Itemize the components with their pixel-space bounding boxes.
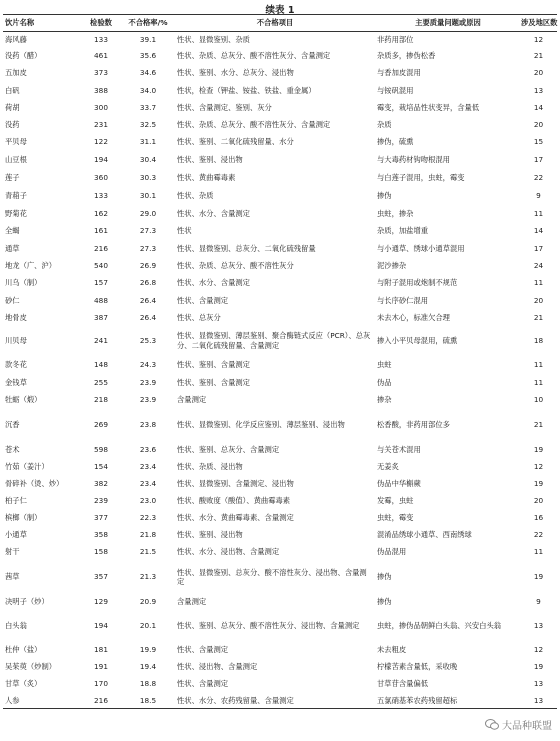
row-rate: 26.4 bbox=[139, 295, 157, 305]
row-rate: 21.5 bbox=[139, 547, 157, 557]
wechat-icon bbox=[485, 719, 499, 730]
row-items: 性状、鉴别、水分、总灰分、浸出物 bbox=[177, 68, 294, 78]
row-regions: 11 bbox=[533, 547, 544, 557]
table-row bbox=[3, 258, 557, 275]
row-count: 148 bbox=[94, 360, 108, 370]
row-rate: 26.4 bbox=[139, 312, 157, 322]
row-count: 488 bbox=[94, 295, 108, 305]
row-count: 129 bbox=[94, 597, 108, 607]
row-name: 川乌（制） bbox=[5, 278, 42, 288]
row-regions: 19 bbox=[533, 662, 544, 672]
row-items: 性状、水分、含量测定 bbox=[177, 278, 250, 288]
row-count: 357 bbox=[94, 572, 108, 582]
row-count: 255 bbox=[94, 378, 108, 388]
row-regions: 20 bbox=[533, 120, 544, 130]
row-name: 五加皮 bbox=[5, 68, 27, 78]
row-count: 191 bbox=[94, 662, 108, 672]
table-row bbox=[3, 356, 557, 375]
row-regions: 19 bbox=[533, 479, 544, 489]
row-rate: 30.1 bbox=[139, 190, 157, 200]
row-rate: 26.9 bbox=[139, 261, 157, 271]
table-row bbox=[3, 642, 557, 659]
row-rate: 19.4 bbox=[139, 662, 157, 672]
row-rate: 23.0 bbox=[139, 496, 157, 506]
row-name: 海风藤 bbox=[5, 34, 27, 44]
table-row bbox=[3, 493, 557, 510]
row-issue: 霉变，栽培品性状变异，含量低 bbox=[377, 103, 480, 113]
row-items: 性状、显微鉴别、杂质 bbox=[177, 34, 250, 44]
row-name: 小通草 bbox=[5, 530, 27, 540]
row-items: 性状、鉴别、含量测定 bbox=[177, 360, 250, 370]
row-count: 382 bbox=[94, 479, 108, 489]
row-regions: 11 bbox=[533, 278, 544, 288]
row-items: 性状、杂质、浸出物 bbox=[177, 462, 243, 472]
row-regions: 24 bbox=[533, 261, 544, 271]
row-issue: 五氯硝基苯农药残留超标 bbox=[374, 693, 520, 709]
row-name: 莲子 bbox=[5, 172, 20, 182]
row-issue: 混淆品绣球小通草、西南绣球 bbox=[377, 530, 472, 540]
row-name: 青葙子 bbox=[5, 190, 27, 200]
row-rate: 23.8 bbox=[139, 420, 157, 430]
row-items: 性状、鉴别、浸出物 bbox=[177, 154, 243, 164]
table-row bbox=[3, 134, 557, 151]
row-rate: 30.4 bbox=[139, 154, 157, 164]
row-rate: 23.9 bbox=[139, 395, 157, 405]
row-issue: 虫蛀，霉变 bbox=[377, 513, 414, 523]
table-row bbox=[3, 510, 557, 527]
row-name: 金钱草 bbox=[5, 378, 27, 388]
table-row bbox=[3, 169, 557, 187]
row-rate: 27.3 bbox=[139, 243, 157, 253]
row-count: 161 bbox=[94, 226, 108, 236]
row-count: 122 bbox=[94, 137, 108, 147]
row-items: 性状、显微鉴别、化学反应鉴别、薄层鉴别、浸出物 bbox=[177, 420, 345, 430]
row-issue: 杂质，加盐增重 bbox=[377, 226, 429, 236]
row-issue: 与铵矾混用 bbox=[377, 85, 414, 95]
row-issue: 与白莲子混用，虫蛀，霉变 bbox=[377, 172, 465, 182]
row-issue: 发霉，虫蛀 bbox=[377, 496, 414, 506]
row-name: 山豆根 bbox=[5, 154, 27, 164]
row-count: 360 bbox=[94, 172, 108, 182]
row-count: 358 bbox=[94, 530, 108, 540]
row-items: 性状、含量测定 bbox=[177, 679, 229, 689]
table-row bbox=[3, 527, 557, 544]
table-row bbox=[3, 561, 557, 594]
row-items: 性状、杂质 bbox=[177, 190, 214, 200]
row-rate: 18.8 bbox=[139, 679, 157, 689]
row-rate: 20.9 bbox=[139, 597, 157, 607]
row-issue: 虫蛀，掺伪品朝鲜白头翁、兴安白头翁 bbox=[377, 621, 502, 631]
header-issue: 主要质量问题或原因 bbox=[374, 15, 520, 32]
row-count: 241 bbox=[94, 335, 108, 345]
row-rate: 18.5 bbox=[122, 693, 174, 709]
row-regions: 17 bbox=[533, 243, 544, 253]
row-regions: 18 bbox=[533, 335, 544, 345]
row-rate: 21.3 bbox=[139, 572, 157, 582]
row-count: 216 bbox=[80, 693, 122, 709]
row-name: 平贝母 bbox=[5, 137, 27, 147]
table-row bbox=[3, 240, 557, 258]
table-row bbox=[3, 82, 557, 100]
row-count: 157 bbox=[94, 278, 108, 288]
row-regions: 15 bbox=[533, 137, 544, 147]
row-name: 茜草 bbox=[5, 572, 20, 582]
row-issue: 甘草苷含量偏低 bbox=[377, 679, 429, 689]
row-regions: 9 bbox=[536, 597, 541, 607]
row-items: 性状、水分、农药残留量、含量测定 bbox=[174, 693, 374, 709]
row-items: 性状、鉴别、总灰分、含量测定 bbox=[177, 445, 280, 455]
row-name: 竹茹（姜汁） bbox=[5, 462, 49, 472]
row-regions: 9 bbox=[536, 190, 541, 200]
row-issue: 虫蛀，掺杂 bbox=[377, 208, 414, 218]
row-items: 性状、杂质、总灰分、酸不溶性灰分、含量测定 bbox=[177, 50, 331, 60]
row-issue: 与附子混用或炮制不规范 bbox=[377, 278, 458, 288]
table-header-row bbox=[3, 15, 557, 32]
row-rate: 20.1 bbox=[139, 621, 157, 631]
row-rate: 21.8 bbox=[139, 530, 157, 540]
row-issue: 泥沙掺杂 bbox=[377, 261, 407, 271]
row-items: 性状、鉴别、含量测定 bbox=[177, 378, 250, 388]
row-regions: 21 bbox=[533, 312, 544, 322]
row-count: 239 bbox=[94, 496, 108, 506]
row-regions: 13 bbox=[533, 679, 544, 689]
row-count: 387 bbox=[94, 312, 108, 322]
row-issue: 柠檬苦素含量低，采收晚 bbox=[377, 662, 458, 672]
row-issue: 掺伪 bbox=[377, 572, 392, 582]
row-issue: 伪品混用 bbox=[377, 547, 407, 557]
row-issue: 伪品 bbox=[377, 378, 392, 388]
row-regions: 21 bbox=[533, 50, 544, 60]
table-row bbox=[3, 544, 557, 561]
row-name: 地骨皮 bbox=[5, 312, 27, 322]
row-issue: 掺伪 bbox=[377, 597, 392, 607]
row-rate: 22.3 bbox=[139, 513, 157, 523]
row-rate: 24.3 bbox=[139, 360, 157, 370]
row-regions: 21 bbox=[533, 420, 544, 430]
row-count: 598 bbox=[94, 445, 108, 455]
row-issue: 虫蛀 bbox=[377, 360, 392, 370]
row-name: 白矾 bbox=[5, 85, 20, 95]
row-regions: 17 bbox=[533, 154, 544, 164]
row-rate: 33.7 bbox=[139, 103, 157, 113]
row-name: 射干 bbox=[5, 547, 20, 557]
row-issue: 与香加皮混用 bbox=[377, 68, 421, 78]
row-issue: 与小通草、绣球小通草混用 bbox=[377, 243, 465, 253]
row-name: 砂仁 bbox=[5, 295, 20, 305]
row-issue: 非药用部位 bbox=[377, 34, 414, 44]
table-row bbox=[3, 223, 557, 240]
row-items: 性状、水分、黄曲霉毒素、含量测定 bbox=[177, 513, 294, 523]
row-rate: 35.6 bbox=[139, 50, 157, 60]
table-row bbox=[3, 151, 557, 169]
row-regions: 11 bbox=[533, 360, 544, 370]
row-issue: 与关苍术混用 bbox=[377, 445, 421, 455]
watermark-text: 大品种联盟 bbox=[502, 721, 552, 732]
table-row bbox=[3, 32, 557, 47]
table-row bbox=[3, 476, 557, 493]
header-name: 饮片名称 bbox=[3, 15, 80, 32]
row-items: 性状 bbox=[177, 226, 192, 236]
row-count: 194 bbox=[94, 621, 108, 631]
row-issue: 未去粗皮 bbox=[377, 645, 407, 655]
row-rate: 23.4 bbox=[139, 479, 157, 489]
row-count: 216 bbox=[94, 243, 108, 253]
row-name: 沉香 bbox=[5, 420, 20, 430]
row-name: 吴茱萸（炒制） bbox=[5, 662, 57, 672]
row-rate: 31.1 bbox=[139, 137, 157, 147]
row-name: 没药 bbox=[5, 120, 20, 130]
header-items: 不合格项目 bbox=[174, 15, 374, 32]
row-rate: 39.1 bbox=[139, 34, 157, 44]
row-name: 款冬花 bbox=[5, 360, 27, 370]
row-items: 性状、显微鉴别、薄层鉴别、聚合酶链式反应（PCR）、总灰分、二氧化硫残留量、含量测定 bbox=[177, 331, 371, 350]
row-items: 性状、含量测定、鉴别、灰分 bbox=[177, 103, 272, 113]
row-issue: 松香酸，非药用部位多 bbox=[377, 420, 450, 430]
row-items: 性状、总灰分 bbox=[177, 312, 221, 322]
row-items: 含量测定 bbox=[177, 395, 207, 405]
row-count: 540 bbox=[94, 261, 108, 271]
table-row bbox=[3, 693, 557, 709]
table-body bbox=[3, 32, 557, 709]
row-name: 杜仲（盐） bbox=[5, 645, 42, 655]
row-regions: 10 bbox=[533, 395, 544, 405]
header-count: 检验数 bbox=[80, 15, 122, 32]
row-name: 苍术 bbox=[5, 445, 20, 455]
row-name: 骨碎补（烫、炒） bbox=[5, 479, 64, 489]
row-items: 性状、鉴别、浸出物 bbox=[177, 530, 243, 540]
row-regions: 19 bbox=[533, 572, 544, 582]
row-count: 300 bbox=[94, 103, 108, 113]
row-items: 性状、显微鉴别、总灰分、二氧化硫残留量 bbox=[177, 243, 316, 253]
row-regions: 20 bbox=[533, 295, 544, 305]
row-name: 人参 bbox=[3, 693, 80, 709]
row-items: 性状、水分、浸出物、含量测定 bbox=[177, 547, 280, 557]
row-count: 194 bbox=[94, 154, 108, 164]
row-regions: 13 bbox=[520, 693, 557, 709]
row-items: 性状、浸出物、含量测定 bbox=[177, 662, 258, 672]
row-count: 269 bbox=[94, 420, 108, 430]
row-count: 133 bbox=[94, 190, 108, 200]
row-rate: 23.4 bbox=[139, 462, 157, 472]
row-items: 性状、显微鉴别、含量测定、浸出物 bbox=[177, 479, 294, 489]
table-row bbox=[3, 65, 557, 82]
row-issue: 与大毒药材钩吻根混用 bbox=[377, 154, 450, 164]
table-title: 续表 1 bbox=[265, 5, 295, 16]
row-regions: 20 bbox=[533, 496, 544, 506]
row-issue: 伪品中华槲蕨 bbox=[377, 479, 421, 489]
row-regions: 12 bbox=[533, 462, 544, 472]
row-name: 川贝母 bbox=[5, 335, 27, 345]
row-regions: 22 bbox=[533, 530, 544, 540]
row-rate: 30.3 bbox=[139, 172, 157, 182]
row-issue: 无姜炙 bbox=[377, 462, 399, 472]
table-row bbox=[3, 117, 557, 134]
row-items: 性状、含量测定 bbox=[177, 645, 229, 655]
table-row bbox=[3, 292, 557, 310]
row-items: 性状，检查（钾盐、铵盐、铁盐、重金属） bbox=[177, 85, 316, 95]
row-count: 158 bbox=[94, 547, 108, 557]
row-name: 决明子（炒） bbox=[5, 597, 49, 607]
row-regions: 22 bbox=[533, 172, 544, 182]
row-count: 373 bbox=[94, 68, 108, 78]
table-row bbox=[3, 611, 557, 642]
row-regions: 13 bbox=[533, 85, 544, 95]
header-regions: 涉及地区数 bbox=[520, 15, 557, 32]
row-regions: 13 bbox=[533, 621, 544, 631]
row-rate: 26.8 bbox=[139, 278, 157, 288]
table-row bbox=[3, 187, 557, 205]
row-issue: 未去木心，标准欠合理 bbox=[377, 312, 450, 322]
table-row bbox=[3, 205, 557, 223]
row-count: 181 bbox=[94, 645, 108, 655]
row-items: 性状、鉴别、二氧化硫残留量、水分 bbox=[177, 137, 294, 147]
header-rate: 不合格率/% bbox=[122, 15, 174, 32]
row-count: 133 bbox=[94, 34, 108, 44]
row-name: 没药（醋） bbox=[5, 50, 42, 60]
row-items: 性状、杂质、总灰分、酸不溶性灰分、含量测定 bbox=[177, 120, 331, 130]
row-regions: 14 bbox=[533, 226, 544, 236]
row-issue: 掺伪，硫熏 bbox=[377, 137, 414, 147]
row-regions: 20 bbox=[533, 68, 544, 78]
table-row bbox=[3, 326, 557, 356]
row-count: 162 bbox=[94, 208, 108, 218]
row-regions: 16 bbox=[533, 513, 544, 523]
row-items: 性状、含量测定 bbox=[177, 295, 229, 305]
row-rate: 23.9 bbox=[139, 378, 157, 388]
table-row bbox=[3, 442, 557, 459]
table-row bbox=[3, 676, 557, 693]
table-row bbox=[3, 594, 557, 611]
row-name: 甘草（炙） bbox=[5, 679, 42, 689]
row-issue: 杂质 bbox=[377, 120, 392, 130]
row-count: 231 bbox=[94, 120, 108, 130]
row-count: 218 bbox=[94, 395, 108, 405]
row-issue: 掺杂 bbox=[377, 395, 392, 405]
row-count: 377 bbox=[94, 513, 108, 523]
row-items: 性状、酸败度（酸值）、黄曲霉毒素 bbox=[177, 496, 291, 506]
row-items: 性状、杂质、总灰分、酸不溶性灰分 bbox=[177, 261, 294, 271]
table-row bbox=[3, 459, 557, 476]
row-rate: 34.6 bbox=[139, 68, 157, 78]
row-name: 槟榔（制） bbox=[5, 513, 42, 523]
data-table bbox=[3, 14, 557, 709]
row-regions: 14 bbox=[533, 103, 544, 113]
row-name: 野菊花 bbox=[5, 208, 27, 218]
row-count: 170 bbox=[94, 679, 108, 689]
table-row bbox=[3, 47, 557, 65]
row-name: 全蝎 bbox=[5, 226, 20, 236]
table-row bbox=[3, 659, 557, 676]
row-rate: 34.0 bbox=[139, 85, 157, 95]
table-row bbox=[3, 392, 557, 409]
row-name: 荷胡 bbox=[5, 103, 20, 113]
row-rate: 29.0 bbox=[139, 208, 157, 218]
row-items: 性状、水分、含量测定 bbox=[177, 208, 250, 218]
row-count: 388 bbox=[94, 85, 108, 95]
row-regions: 11 bbox=[533, 208, 544, 218]
row-count: 461 bbox=[94, 50, 108, 60]
table-row bbox=[3, 310, 557, 326]
row-issue: 与长序砂仁混用 bbox=[377, 295, 429, 305]
row-regions: 11 bbox=[533, 378, 544, 388]
row-issue: 杂质多，掺伪松香 bbox=[377, 50, 436, 60]
row-items: 性状、显微鉴别、总灰分、酸不溶性灰分、浸出物、含量测定 bbox=[177, 567, 367, 586]
row-rate: 27.3 bbox=[139, 226, 157, 236]
row-rate: 25.3 bbox=[139, 335, 157, 345]
row-regions: 12 bbox=[533, 645, 544, 655]
row-regions: 12 bbox=[533, 34, 544, 44]
table-row bbox=[3, 100, 557, 117]
row-items: 性状、黄曲霉毒素 bbox=[177, 172, 236, 182]
row-name: 牡蛎（煅） bbox=[5, 395, 42, 405]
watermark bbox=[483, 716, 554, 733]
row-items: 含量测定 bbox=[177, 597, 207, 607]
row-count: 154 bbox=[94, 462, 108, 472]
row-rate: 32.5 bbox=[139, 120, 157, 130]
row-items: 性状、鉴别、总灰分、酸不溶性灰分、浸出物、含量测定 bbox=[177, 621, 360, 631]
table-row bbox=[3, 409, 557, 442]
row-rate: 19.9 bbox=[139, 645, 157, 655]
table-row bbox=[3, 275, 557, 292]
row-issue: 掺伪 bbox=[377, 190, 392, 200]
table-row bbox=[3, 375, 557, 392]
row-name: 地龙（广、沪） bbox=[5, 261, 57, 271]
row-rate: 23.6 bbox=[139, 445, 157, 455]
row-regions: 19 bbox=[533, 445, 544, 455]
row-name: 柏子仁 bbox=[5, 496, 27, 506]
row-issue: 掺入小平贝母混用，硫熏 bbox=[377, 335, 458, 345]
row-name: 白头翁 bbox=[5, 621, 27, 631]
row-name: 通草 bbox=[5, 243, 20, 253]
